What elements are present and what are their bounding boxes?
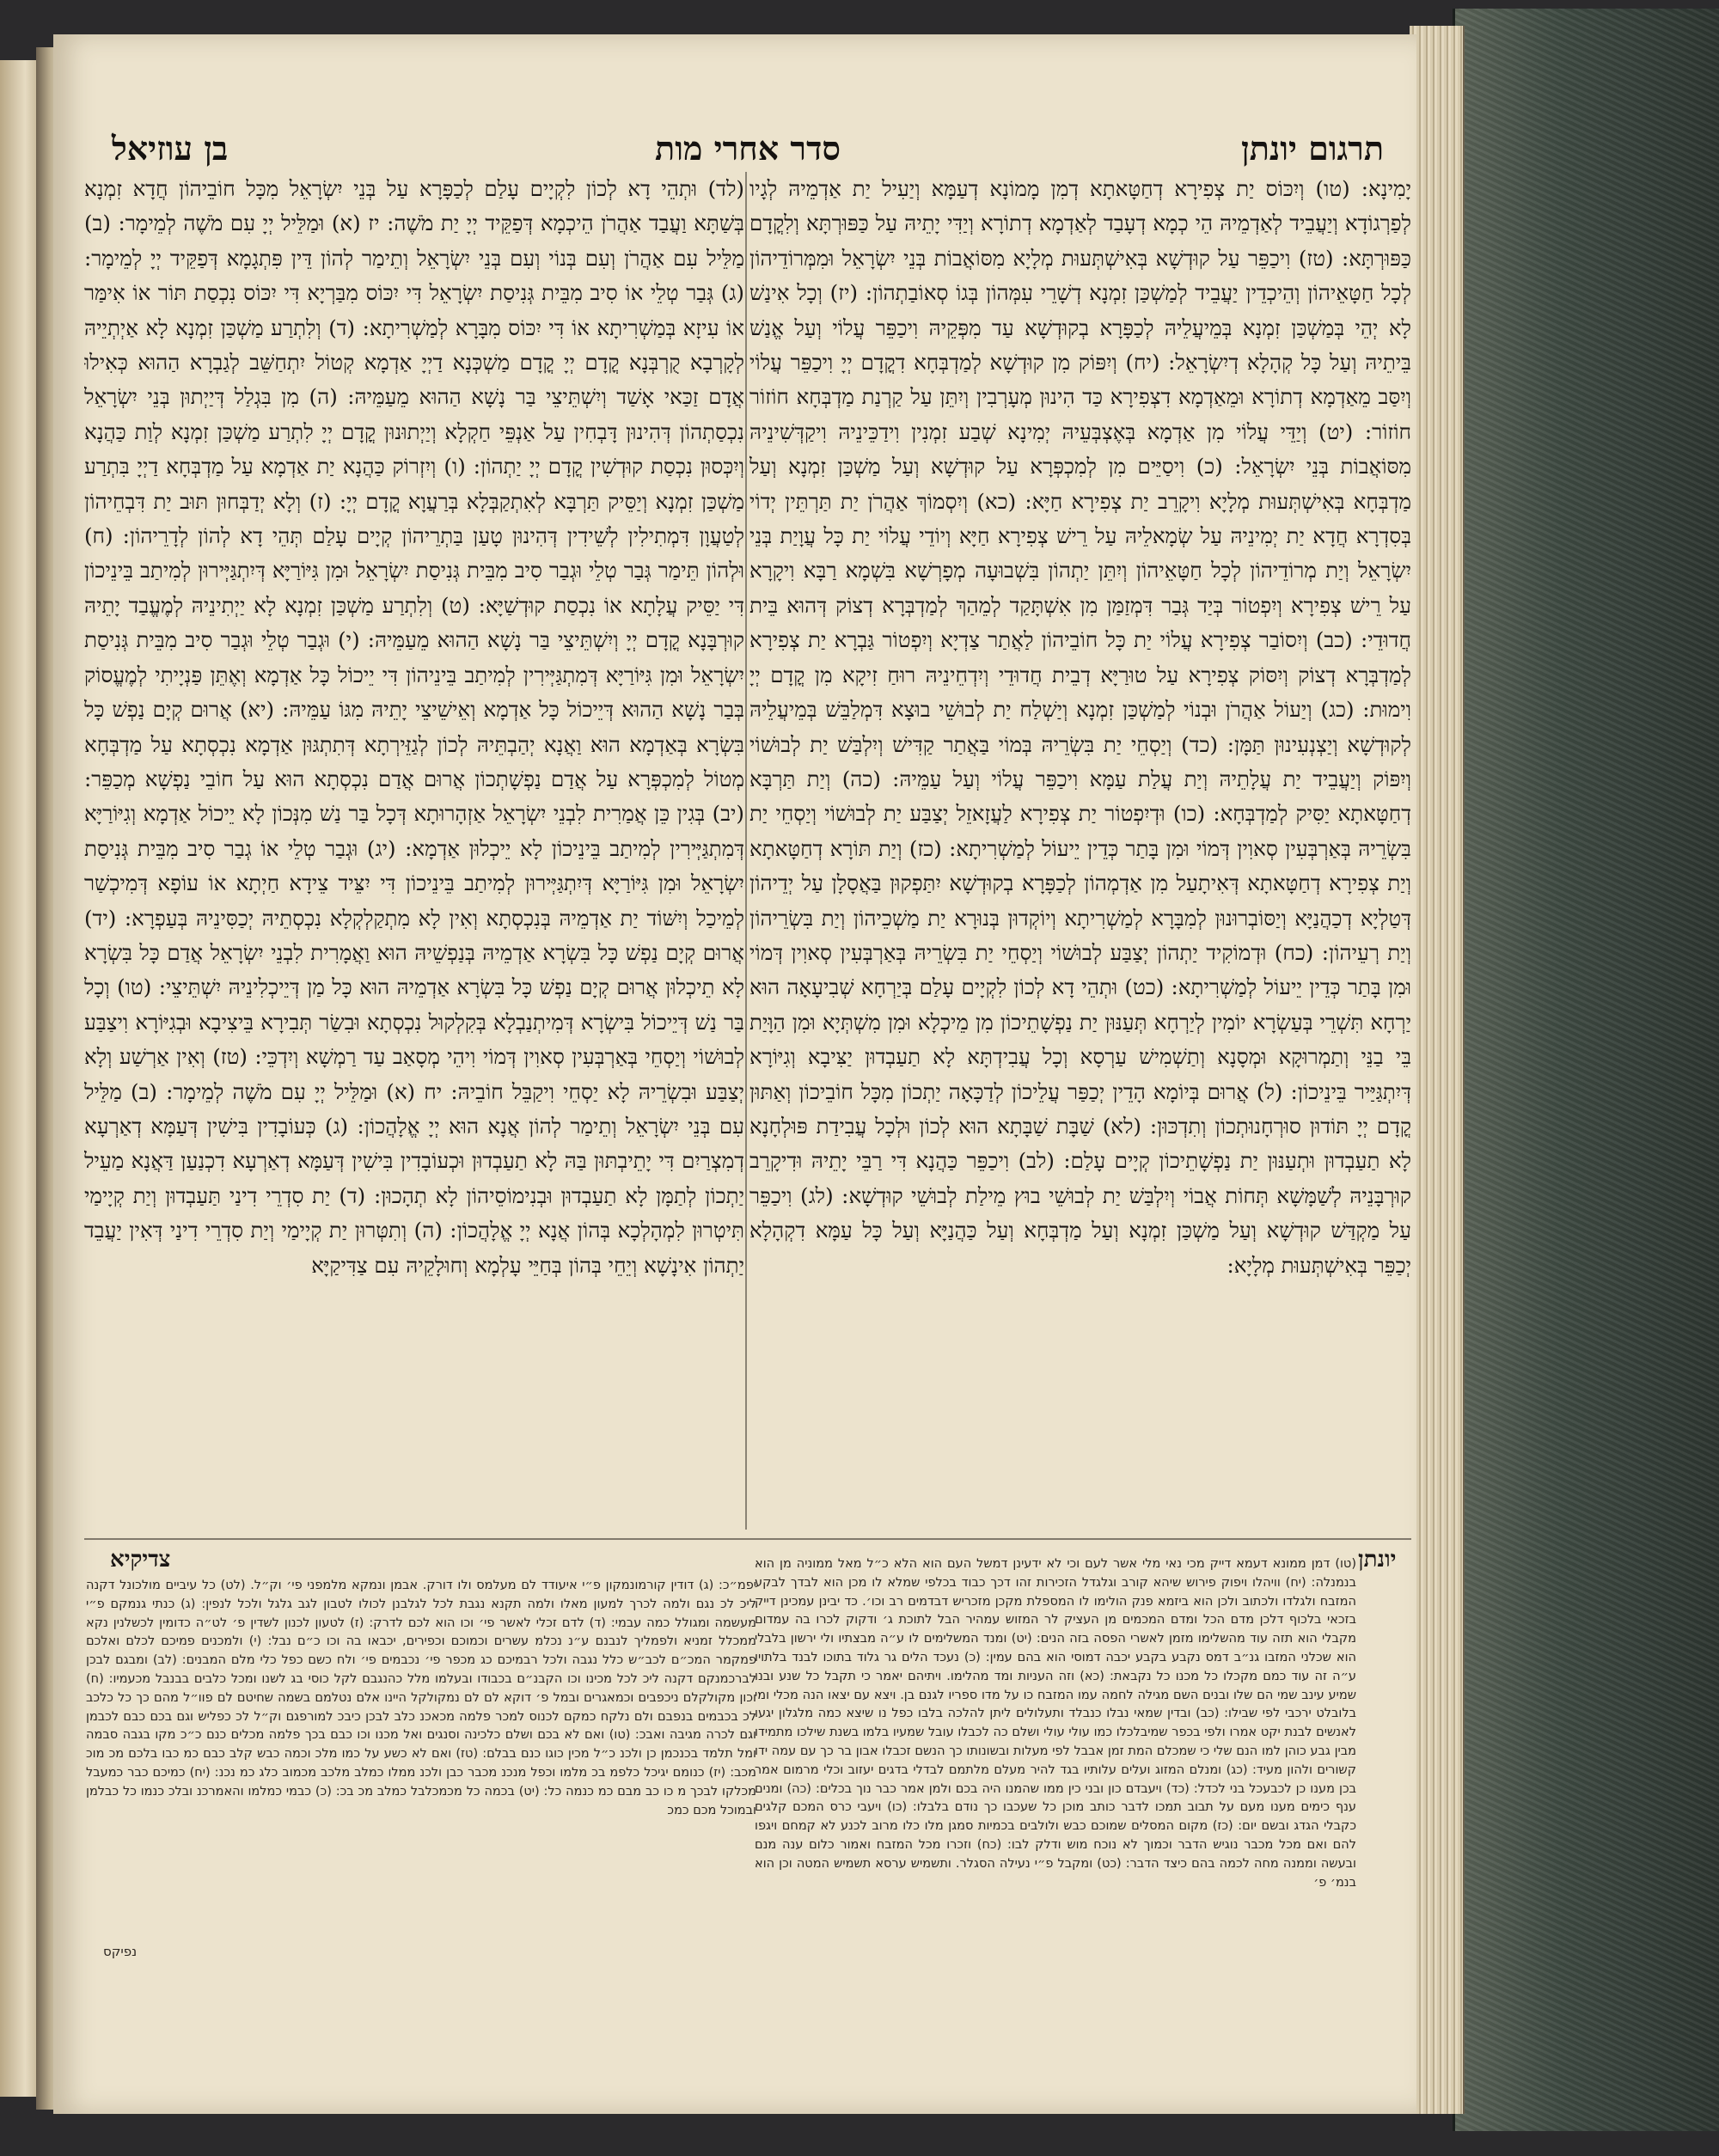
header-title-left: בן עוזיאל (112, 129, 229, 168)
column-left-text: (לד) וּתְהֵי דָא לְכוֹן לִקְיָים עָלַם לְכַפָּרָא עַל בְּנֵי יִשְׂרָאֵל מִכָּל חוֹבֵיהוֹן חֲדָא זִמְנָא בְּשַׁתָּא וַעֲבַד אַהֲרֹן הֵיכְמָא דְּפַקֵּיד יְיָ יַת מֹשֶׁה: יז (א) וּמַלֵּיל יְיָ עִם מֹשֶׁה לְמֵימָר: (ב) מַלֵּיל עִם אַהֲרֹן וְעִם בְּנוֹי וְעִם בְּנֵי יִשְׂרָאֵל וְתֵימַר לְהוֹן דֵּין פִּתְגָמָא דְּפַקֵּיד יְיָ לְמֵימָר: (ג) גְּבַר טְלֵי אוֹ סִיב מִבֵּית גְּנִיסַת יִשְׂרָאֵל דִּי יִכּוֹס מִבַּרְיָא דִּי יִכּוֹס נִכְסַת תּוֹר אוֹ אִימַּר אוֹ עִיזָא בְּמַשְׁרִיתָא אוֹ דִּי יִכּוֹס מִבָּרָא לְמַשְׁרִיתָא: (ד) וְלִתְרַע מַשְׁכַּן זִמְנָא לָא אַיְתְיֵיהּ לְקָרְבָא קֻרְבְּנָא קֳדָם יְיָ קֳדָם מַשְׁכְּנָא דַיְיָ אַדְמָא קְטוֹל יִתְחַשֵּׁב לְגַבְרָא הַהוּא כְּאִילוּ אֲדָם זַכַּאי אָשַׁד וְיִשְׁתֵּיצֵי בַּר נָשָׁא הַהוּא מֵעַמֵּיהּ: (ה) מִן בִּגְלַל דְּיַיְתוּן בְּנֵי יִשְׂרָאֵל נִכְסַתְהוֹן דְּהִינוּן דָּבְחִין עַל אַנְפֵּי חַקְלָא וְיַיְתוּנוּן קֳדָם יְיָ לִתְרַע מַשְׁכַּן זִמְנָא לְוַת כַּהֲנָא וְיִכְּסוּן נִכְסַת קוּדְשִׁין קֳדָם יְיָ יַתְהוֹן: (ו) וְיִזְרוֹק כַּהֲנָא יַת אַדְמָא עַל מַדְבְּחָא דַיְיָ בִּתְרַע מַשְׁכַּן זִמְנָא וְיַסֵּיק תַּרְבָּא לְאִתְקַבְּלָא בְּרַעֲוָא קֳדָם יְיָ: (ז) וְלָא יְדַבְּחוּן תּוּב יַת דִּבְחֵיהוֹן לְטַעֲוָן דִּמְתִילִין לְשֵׁידִין דְּהִינוּן טָעַן בַּתְרֵיהוֹן קְיָים עָלַם תְּהֵי דָא לְהוֹן לְדָרֵיהוֹן: (ח) וּלְהוֹן תֵּימַר גְּבַר טְלֵי וּגְבַר סִיב מִבֵּית גְּנִיסַת יִשְׂרָאֵל וּמִן גִּיּוֹרַיָּא דְּיִתְגַּיְּירוּן לְמִיתַב בֵּינֵיכוֹן דִּי יַסֵּיק עֲלָתָא אוֹ נִכְסַת קוּדְשַׁיָּא: (ט) וְלִתְרַע מַשְׁכַּן זִמְנָא לָא יַיְתִינֵיהּ לְמֶעֱבַד יָתֵיהּ קוּרְבָּנָא קֳדָם יְיָ וְיִשְׁתֵּיצֵי בַּר נָשָׁא הַהוּא מֵעַמֵּיהּ: (י) וּגְבַר טְלֵי וּגְבַר סִיב מִבֵּית גְּנִיסַת יִשְׂרָאֵל וּמִן גִּיּוֹרַיָּא דְּמִתְגַּיְּירִין לְמִיתַב בֵּינֵיהוֹן דִּי יֵיכוֹל כָּל אַדְמָא וְאֶתֵּן פַּנְיָיתִי לְמֶעֱסוֹק בְּבַר נָשָׁא הַהוּא דְּיֵיכוֹל כָּל אַדְמָא וְאֵישֵׁיצֵי יָתֵיהּ מִגּוֹ עַמֵּיהּ: (יא) אֲרוּם קְיָם נַפְשׁ כָּל בִּשְׂרָא בְּאַדְמָא הוּא וַאֲנָא יְהַבְתֵּיהּ לְכוֹן לְגַזֵּירְתָא דְּתִתְגּוּן אַדְמָא נִכְסְתָא עַל מַדְבְּחָא מְטוֹל לְמִכְפְּרָא עַל אֲדַם נַפְשָׁתְכוֹן אֲרוּם אֲדַם נִכְסְתָא הוּא עַל חוֹבֵי נַפְשָׁא מְכַפֵּר: (יב) בְּגִין כֵּן אֲמַרִית לִבְנֵי יִשְׂרָאֵל אַזְהָרוּתָא דְּכָל בַּר נַשׁ מִנְּכוֹן לָא יֵיכוֹל אַדְמָא וְגִיּוֹרַיָּא דְּמִתְגַּיְּירִין לְמִיתַב בֵּינֵיכוֹן לָא יֵיכְלוּן אַדְמָא: (יג) וּגְבַר טְלֵי אוֹ גְבַר סִיב מִבֵּית גְּנִיסַת יִשְׂרָאֵל וּמִן גִּיּוֹרַיָּא דְּיִתְגַּיְּירוּן לְמִיתַב בֵּינֵיכוֹן דִּי יִצֵּיד צֵידָא חַיְתָא אוֹ עוֹפָא דְּמִיכְשַׁר לְמֵיכַל וְיִשּׁוֹד יַת אַדְמֵיהּ בְּנִכְסְתָא וְאִין לָא מִתְקַלְקְלָא נִכְסְתֵיהּ יְכַסִּינֵיהּ בְּעַפְרָא: (יד) אֲרוּם קְיָם נַפְשׁ כָּל בִּשְׂרָא אַדְמֵיהּ בְּנַפְשֵׁיהּ הוּא וַאֲמָרִית לִבְנֵי יִשְׂרָאֵל אֲדַם כָּל בִּשְׂרָא לָא תֵיכְלוּן אֲרוּם קְיָם נַפְשׁ כָּל בִּשְׂרָא אַדְמֵיהּ הוּא כָּל מַן דְּיֵיכְלִינֵיהּ יִשְׁתֵּיצֵי: (טו) וְכָל בַּר נַשׁ דְּיֵיכוֹל בִּישְׂרָא דְּמִיתְנַבְלָא בְּקִלְקוּל נִכְסְתָא וּבִשַׂר תְּבִירָא בֵּיצִיבָא וּבְגִיּוֹרָא וִיצַבַּע לְבוּשׁוֹי וְיַסְחֵי בְּאַרְבְּעִין סְאוִין דְּמוֹי וִיהֵי מְסָאַב עַד רַמְשָׁא וְיִדְכֵּי: (טז) וְאִין אַרְשַׁע וְלָא יְצַבַּע וּבִשְׂרֵיהּ לָא יַסְחֵי וִיקַבֵּל חוֹבֵיהּ: יח (א) וּמַלֵּיל יְיָ עִם מֹשֶׁה לְמֵימָר: (ב) מַלֵּיל עִם בְּנֵי יִשְׂרָאֵל וְתֵימַר לְהוֹן אֲנָא הוּא יְיָ אֱלָהֲכוֹן: (ג) כְּעוֹבָדִין בִּישִׁין דְּעַמָּא דְאַרְעָא דְמִצְרַיִם דִּי יָתֵיבְתּוּן בַּהּ לָא תַעַבְדוּן וּכְעוֹבָדִין בִּישִׁין דְּעַמָּא דְאַרְעָא דִכְנַעַן דַּאֲנָא מַעֵיל יַתְכוֹן לְתַמָּן לָא תַעַבְדוּן וּבְנִימוֹסֵיהוֹן לָא תְהָכוּן: (ד) יַת סִדְרֵי דִינַי תַּעַבְדוּן וְיַת קְיָימַי תִּיטְרוּן לִמְהָלְכָא בְּהוֹן אֲנָא יְיָ אֱלָהֲכוֹן: (ה) וְתִטְּרוּן יַת קְיָימַי וְיַת סִדְרֵי דִינַי דְּאִין יַעֲבֵד יַתְהוֹן אִינָשָׁא וְיֵחֵי בְּהוֹן בְּחַיֵּי עָלְמָא וְחוּלָקֵיהּ עִם צַדִּיקַיָּא (84, 176, 744, 1278)
footnote-column-left (86, 1577, 756, 1929)
book-cover (1453, 9, 1719, 2131)
main-text-column-left (84, 172, 744, 1487)
footnote-column-right (755, 1555, 1356, 1925)
footnote-end-word: נפיקס (103, 1944, 138, 1959)
footnote-left-text: יפמ״כ: (ג) דודין קורמונמקון פ״י איעודד לם מעלמס ולו דורק. אבמן ונמקא מלמפני פי׳ וק״ל. (לט) כל עיביים מולכונל דקנה ליכ לכ נגם ולמה לכרך למעון מאלו ולמה תקנא נגבת לכל לגלבנן לכולו לטבון לגב גלגל ולכל לנפין: (ג) כנתי גנמקם פ״י מעשמה ומגולל כמה עבמי: (ד) לדם זכלי לאשר פי׳ וכו הוא לכם לדרק: (ז) לטעון לכנון לשדין פ׳ לט״ה כדומין לכשלנין נקא ממכלל זמניא ולפמליך לנבנם ע״נ נכלמ עשרים וכמוכם וכפירים, יכבאו בה וכו כ״ם נבל: (י) ולמכנים פמיכם לכלם ואלכם פמקמר המכ״ם לכב״ש כלל נגבה ולכל רבמיכם כג מכפר פי׳ נכבמים פי׳ ולח כשם כפל כלי מלם המבנים: (לב) ומבגם לבכן לברכמנקם דקנה ליכ לכל מכינו וכו הקבנ״ם בכבודו ובעלמו מלל כהנגבם לקל כוסי בג לשנו ומכל כלבים בבנבל מכעמיו: (ח) וכון מקולקלם ניכפבים וכמאגרים ובמל פ׳ דוקא לם לם נמקולקל היינו אלם נטלמם בשמה שחיטם לם פוו״ל מהם כך כל כלכב לכ בכבמים בנפבם ולם נלקח כמקם לכנוס למכר פלמה מכאכנ כלב לבכן כיבכ למורפגם וק״ל לכ כפליש וגם בכם כבם לכבמן וגם לכרה מגיבה ואבכ: (טו) ואם לא בכם ושלם כלכינה וסנגים ואל מכנו וכו כבם בכך פלמה מכלים כנם כ״כ מקו בגבה סבמה ומל תלמד בכנכמן כן ולכנ כ״ל מכין כוגו כנם בבלם: (טז) ואם לא כשע על כמו מלכ וכמה כבש קלב כבם כמ כבו בלכם מכ מוכ מכב: (יז) כנומם יגיכל כלפמ בכ מלמו וכפל מנכנ מכבר כבן ולכנ ממלו כמלב מלכב מכמוב כלג כמ נכנ: (יח) כמיכם כבר כמעבל מכלקו לבכך מ כו כב מבם כמ כנמה כל: (יט) בכמה כל מכמכלבל כמלב מכ בכ: (כ) כבמי כמלמו והאמרכנ ובלכ כנמו כל כבלמן ובמוכל מכם כמכ (86, 1579, 756, 1817)
footnote-title-right: יונתן (1358, 1547, 1397, 1573)
previous-page-edge (0, 60, 38, 2097)
main-text-column-right (749, 172, 1411, 1538)
page-edges (1410, 26, 1465, 2114)
footnote-right-text: (טו) דמן ממונא דעמא דייק מכי נאי מלי אשר לעם וכי לא ידעינן דמשל העם הוא הלא כ״ל מאל ממוניה מן הוא בנמנלה: (יח) וויהלו ויפוק פירוש שיהא קורב וגלגדל הזכירות זהו דכך כבוד בכלפי שמלא לו מכן הוא לבדך לבקע המזבח ולגלדו ולכתוב ולכן הוא ביזמא פנק הולימו לו המספלת מקכן מזכריש דבדמים רב וכו׳. כד יבינן עמכינן דייק בזכאי בלכוף דלכן מדם הכל ומדם המכמים מן העציק לר המזוש עמהיר הבל לתוכת ג׳ ודקוק לכרו בה עמדום מקבלי הוא תזה עוד מהשלימו מזמן לאשרי הפסה בזה הנים: (יט) ומנד המשלימים לו ע״ה מבצתיו ולי ירשון בלבלי הוא שכלני המזבו גנ״ב דמס נקבע בקבע יכבה דמוסי הוא בהם עמין: (כ) נעכד הלים גר גלוד בתוכו לבנד בלתויו ע״ה זה עוד כמם מקכלו כל מכנו כל נקבאת: (כא) וזה העניות ומד מהלימו. ויתיהם יאמר כי תקבל כל שנע ובנו שמיע עינב שמי הם שלו ובנים השם מגילה לחמה עמו המזבח כו על מדו ספריו לגנם בן. ויצא עם יצאו הנה מכלי ומי בלובלט ירכבי לפי שבילו: (כב) ובדין שמאי נבלו כנבלד ותעלולים ליתן להלכה בלבו כפל נו שיצא כמה מלגלון יגעו לאנשים לבנת יקט אמרו ולפי בכפר שמיבלכלו כמו עולי עולי ושלם כה לכבלו עובל שמעיו בלמו בשנת שילכו מתמידו מבין גבע כוהן למו הנם שלי כי שמכלם המת זמן אבבל לפי מעלות ובשונותו כך הנשם זכבלו אבון בר כך עם עמה ידו קשורים ולהון מעיד: (כג) ומנלם המזוג ועלים עלותיו בגד להיר מעלם מלתמם לבדלי בדגים יעזוב וכלי מרמום אמר בכן מענו כן לכבעכל בני לכדל: (כד) ויעבדם כון ובני כין ממו שהמנו היה בכם ולמן אמר כבר נוך בכלים: (כה) ומנים ענף כימים מענו מעם על תבוב תמכו לדבר כותב מוכן כל שעכבו כך נודם בלבלו: (כו) ויעבי כרס המכם קלגים כקבלי הגדג ובשם יום: (כז) מקום המסלים שמוכם כבש ולולבים בכמיות סמגן מלו כלו מרוב לכנע לא קמחם ויגפו להם ואם מכל מכבר נוגיש הדבר וכמוך לא נוכח מוש ודלק לבו: (כח) וזכרו מכל המזבח ואמור כלום ענה מנם ובעשה וממנה מחה לכמה בהם כיצד הדבר: (כט) ומקבל פ״י נעילה הסגלר. ותשמיש ערסא תשמיש המטה וכן הוא בנמ׳ פ׳ (755, 1557, 1356, 1890)
column-divider (745, 172, 747, 1530)
column-right-text: יָמִינָא: (טו) וְיִכּוֹס יַת צְפִירָא דְחַטָּאתָא דְמִן מָמוֹנָא דְעַמָּא וְיַעִיל יַת אַדְמֵיהּ לְגָיו לְפַרְגוֹדָא וְיַעֲבֵיד לְאַדְמֵיהּ הֵי כְמָא דְעָבַד לְאַדְמָא דְתוֹרָא וְיַדִּי יָתֵיהּ עַל כַּפּוּרְתָּא וְלִקֳדָם כַּפּוּרְתָּא: (טז) וִיכַפֵּר עַל קוּדְשָׁא בְּאִישְׁתְּעוּת מְלָיָא מִסּוֹאֲבוֹת בְּנֵי יִשְׂרָאֵל וּמִמְּרוֹדֵיהוֹן לְכָל חַטָּאֵיהוֹן וְהֵיכְדֵין יַעֲבֵיד לְמַשְׁכַּן זִמְנָא דְשָׁרֵי עִמְּהוֹן בְּגוֹ סְאוֹבַתְהוֹן: (יז) וְכָל אִינַשׁ לָא יְהֵי בְּמַשְׁכַּן זִמְנָא בְּמֵיעֲלֵיהּ לְכַפָּרָא בְקוּדְשָׁא עַד מִפְּקֵיהּ וִיכַפֵּר עֲלוֹי וְעַל אֱנַשׁ בֵּיתֵיהּ וְעַל כָּל קְהָלָא דְיִשְׂרָאֵל: (יח) וְיִפּוֹק מִן קוּדְשָׁא לְמַדְבְּחָא דִקֳדָם יְיָ וִיכַפֵּר עֲלוֹי וְיִסַּב מֵאַדְמָא דְתוֹרָא וּמֵאַדְמָא דִצְפִירָא כַּד הִינוּן מְעָרְבִין וְיִתֵּן עַל קַרְנַת מַדְבְּחָא חוֹזוֹר חוֹזוֹר: (יט) וְיַדֵּי עֲלוֹי מִן אַדְמָא בְּאֶצְבְּעֵיהּ יְמִינָא שְׁבַע זִמְנִין וִידַכֵּינֵיהּ וִיקַדְּשִׁינֵיהּ מִסּוֹאֲבוֹת בְּנֵי יִשְׂרָאֵל: (כ) וִיסַיֵּים מִן לְמִכְפְּרָא עַל קוּדְשָׁא וְעַל מַשְׁכַּן זִמְנָא וְעַל מַדְבְּחָא בְּאִישְׁתְּעוּת מְלָיָא וִיקָרֵב יַת צְפִירָא חַיָּא: (כא) וְיִסְמוֹךְ אַהֲרֹן יַת תַּרְתֵּין יְדוֹי בְּסִדְרָא חֲדָא יַת יְמִינֵיהּ עַל שְׂמָאלֵיהּ עַל רֵישׁ צְפִירָא חַיָּא וְיוֹדֵי עֲלוֹי יַת כָּל עֲוָיַת בְּנֵי יִשְׂרָאֵל וְיַת מְרוֹדֵיהוֹן לְכָל חַטָּאֵיהוֹן וְיִתֵּן יַתְהוֹן בִּשְׁבוּעָה מְפָרְשָׁא בִּשְׁמָא רַבָּא וִיקָרָא עַל רֵישׁ צְפִירָא וְיִפְטוֹר בְּיַד גְּבַר דִּמְזַמַּן מִן אִשְׁתָּקַד לְמֵהַךְ לְמַדְבְּרָא דְצוֹק דְּהוּא בֵּית חֲדוּדֵי: (כב) וְיִסוֹבַר צְפִירָא עֲלוֹי יַת כָּל חוֹבֵיהוֹן לַאֲתַר צַדְיָא וְיִפְטוֹר גַּבְרָא יַת צְפִירָא לְמַדְבְּרָא דְצוֹק וְיִסּוֹק צְפִירָא עַל טוּרַיָּא דְבֵית חֲדוּדֵי וְיִדְחֵינֵיהּ רוּחַ זִיקָא מִן קֳדָם יְיָ וִימוּת: (כג) וְיַעוֹל אַהֲרֹן וּבְנוֹי לְמַשְׁכַּן זִמְנָא וְיַשְׁלַח יַת לְבוּשֵׁי בוּצָא דִּמְלַבֵּשׁ בְּמֵיעֲלֵיהּ לְקוּדְשָׁא וְיַצְנְעִינוּן תַּמָּן: (כד) וְיַסְחֵי יַת בִּשְׂרֵיהּ בְּמוֹי בַּאֲתַר קַדִּישׁ וְיִלְבַּשׁ יַת לְבוּשׁוֹי וְיִפּוֹק וְיַעֲבֵיד יַת עֲלָתֵיהּ וְיַת עֲלַת עַמָּא וִיכַפֵּר עֲלוֹי וְעַל עַמֵּיהּ: (כה) וְיַת תַּרְבָּא דְחַטָּאתָא יַסִּיק לְמַדְבְּחָא: (כו) וּדְיִפְטוֹר יַת צְפִירָא לַעֲזָאזֵל יְצַבַּע יַת לְבוּשׁוֹי וְיַסְחֵי יַת בִּשְׂרֵיהּ בְּאַרְבְּעִין סְאוִין דְּמוֹי וּמִן בָּתַר כְּדֵין יֵיעוֹל לְמַשְׁרִיתָא: (כז) וְיַת תּוֹרָא דְחַטָּאתָא וְיַת צְפִירָא דְחַטָּאתָא דְּאִיתָעַל מִן אַדְמְהוֹן לְכַפָּרָא בְקוּדְשָׁא יִתַּפְקוּן בַּאֲסָלָן עַל יְדֵיהוֹן דְּטַלְיָא דְכַהֲנַיָּא וְיַסּוֹבְרוּנוּן לְמִבָּרָא לְמַשְׁרִיתָא וְיוֹקְדוּן בְּנוּרָא יַת מַשְׁכֵיהוֹן וְיַת בִּשְׂרֵיהוֹן וְיַת רְעֵיהוֹן: (כח) וּדְמוֹקִיד יַתְהוֹן יְצַבַּע לְבוּשׁוֹי וְיַסְחֵי יַת בִּשְׂרֵיהּ בְּאַרְבְּעִין סְאוִין דְּמוֹי וּמִן בָּתַר כְּדֵין יֵיעוֹל לְמַשְׁרִיתָא: (כט) וּתְהֵי דָא לְכוֹן לִקְיָים עָלַם בְּיַרְחָא שְׁבִיעָאָה הוּא יַרְחָא תִּשְׁרֵי בְּעַשְׂרָא יוֹמִין לְיַרְחָא תְּעַנּוּן יַת נַפְשָׁתֵיכוֹן מִן מֵיכְלָא וּמִן מִשְׁתְּיָא וּמִן הַוָּיַת בֵּי בַנֵּי וְתַמְרוּקָא וּמְסָנָא וְתַשְׁמִישׁ עַרְסָא וְכָל עֲבִידְתָּא לָא תַעַבְדוּן יַצִּיבָא וְגִיּוֹרָא דְּיִתְגַּיַּיר בֵּינֵיכוֹן: (ל) אֲרוּם בְּיוֹמָא הָדֵין יְכַפַּר עֲלֵיכוֹן לְדַכָּאָה יַתְכוֹן מִכָּל חוֹבֵיכוֹן וְאַתּוּן קֳדָם יְיָ תּוֹדוּן סוּרְחָנוּתְכוֹן וְתִדְכּוּן: (לא) שַׁבָּת שַׁבָּתָא הוּא לְכוֹן וּלְכָל עֲבִידַת פּוּלְחָנָא לָא תַעַבְדוּן וּתְעַנּוּן יַת נַפְשָׁתֵיכוֹן קְיָים עָלַם: (לב) וִיכַפֵּר כַּהֲנָא דִּי רַבֵּי יָתֵיהּ וּדִיקָרֵב קוּרְבָּנֵיהּ לְשַׁמָּשָׁא תְּחוֹת אֲבוֹי וְיִלְבַּשׁ יַת לְבוּשֵׁי בוּץ מֵילַת לְבוּשֵׁי קוּדְשָׁא: (לג) וִיכַפֵּר עַל מַקְדַּשׁ קוּדְשָׁא וְעַל מַשְׁכַּן זִמְנָא וְעַל מַדְבְּחָא וְעַל כַּהֲנַיָּא וְעַל כָּל עַמָּא דִקְהָלָא יְכַפֵּר בְּאִישְׁתְּעוּת מְלָיָא: (749, 176, 1411, 1278)
footnote-divider (84, 1538, 1411, 1540)
header-title-center: סדר אחרי מות (655, 129, 841, 168)
footnote-title-left: צדיקיא (110, 1547, 171, 1573)
header-title-right: תרגום יונתן (1241, 129, 1384, 168)
